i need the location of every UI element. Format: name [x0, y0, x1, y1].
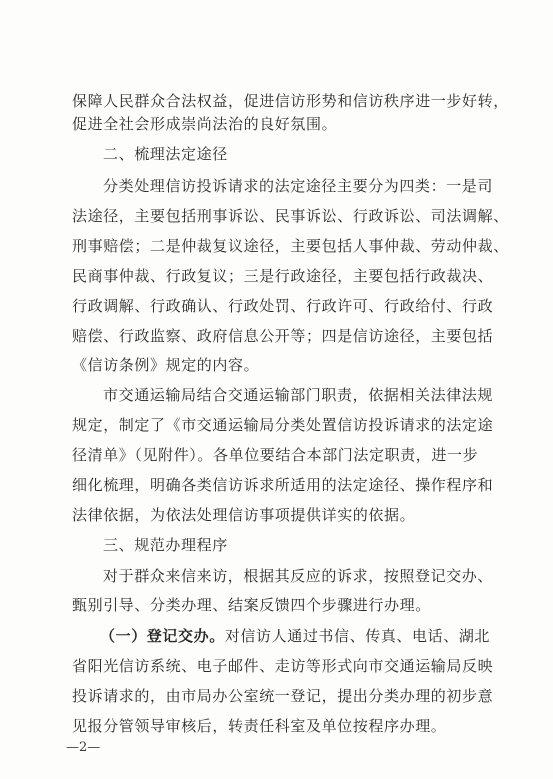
body-line: 促进全社会形成崇尚法治的良好氛围。 [72, 115, 338, 133]
body-line: 赔偿、行政监察、政府信息公开等；四是信访途径，主要包括 [72, 327, 494, 345]
body-line: 对于群众来信来访，根据其反应的诉求，按照登记交办、 [103, 567, 494, 585]
body-line: 民商事仲裁、行政复议；三是行政途径，主要包括行政裁决、 [72, 267, 494, 285]
body-line: 规定，制定了《市交通运输局分类处置信访投诉请求的法定途 [72, 416, 494, 434]
section-heading: 三、规范办理程序 [103, 536, 228, 554]
body-line [100, 626, 490, 646]
body-line: 行政调解、行政确认、行政处罚、行政许可、行政给付、行政 [72, 297, 494, 315]
body-line: 保障人民群众合法权益，促进信访形势和信访秩序进一步好转， [72, 92, 509, 110]
body-line: 甄别引导、分类办理、结案反馈四个步骤进行办理。 [72, 596, 431, 614]
page-number: —2— [66, 740, 101, 755]
body-line: 径清单》（见附件）。各单位要结合本部门法定职责，进一步 [72, 446, 479, 464]
body-line: 细化梳理，明确各类信访诉求所适用的法定途径、操作程序和 [72, 476, 494, 494]
body-line: 投诉请求的，由市局办公室统一登记，提出分类办理的初步意 [72, 687, 494, 705]
body-line: 法途径，主要包括刑事诉讼、民事诉讼、行政诉讼、司法调解、 [72, 207, 509, 225]
section-heading: 二、梳理法定途径 [103, 145, 228, 163]
body-line: 省阳光信访系统、电子邮件、走访等形式向市交通运输局反映 [72, 657, 494, 675]
body-line: 分类处理信访投诉请求的法定途径主要分为四类：一是司 [103, 177, 494, 195]
subsection-text: 对信访人通过书信、传真、电话、湖北 [224, 627, 491, 645]
body-line: 刑事赔偿；二是仲裁复议途径，主要包括人事仲裁、劳动仲裁、 [72, 237, 509, 255]
body-line: 市交通运输局结合交通运输部门职责，依据相关法律法规 [103, 386, 494, 404]
body-line: 法律依据，为依法处理信访事项提供详实的依据。 [72, 506, 416, 524]
body-line: 《信访条例》规定的内容。 [72, 356, 260, 374]
subsection-lead: （一）登记交办。 [100, 627, 225, 645]
body-line: 见报分管领导审核后，转责任科室及单位按程序办理。 [72, 717, 447, 735]
